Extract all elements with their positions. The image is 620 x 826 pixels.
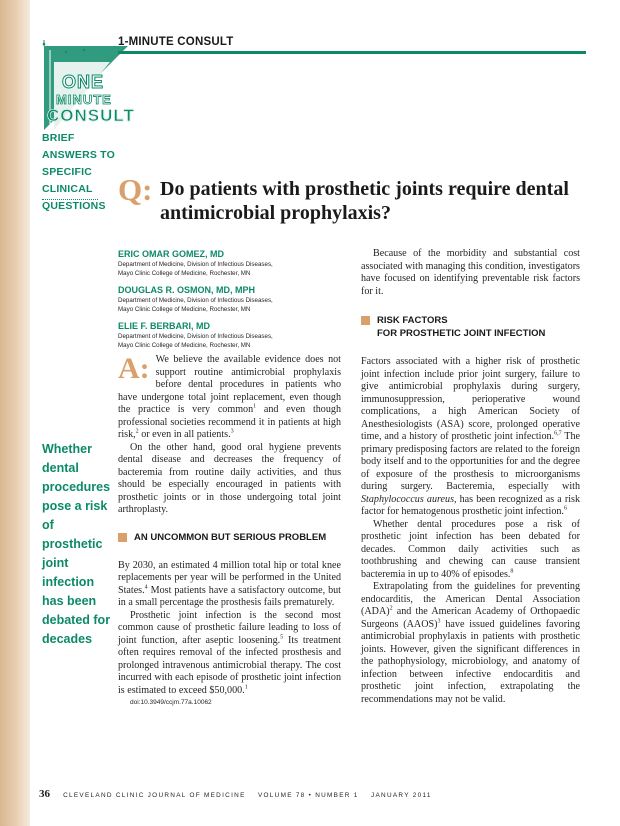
reference-marker: 6 bbox=[563, 505, 567, 512]
author-affiliation: Mayo Clinic College of Medicine, Rochester, MN bbox=[118, 342, 251, 349]
body-text: The primary predisposing factors are related to the foreign body itself and to the opportunities for and the degree of exposure of the prosthesis to microorganisms during surgery. Bacteremia, especially with bbox=[361, 431, 580, 492]
article-title: Do patients with prosthetic joints require dental antimicrobial prophylaxis? bbox=[160, 178, 569, 224]
reference-marker: 3 bbox=[230, 428, 234, 435]
journal-date: JANUARY 2011 bbox=[370, 792, 432, 799]
section-heading-text: FOR PROSTHETIC JOINT INFECTION bbox=[377, 328, 546, 339]
logo-word-minute: MINUTE bbox=[56, 92, 112, 107]
body-text: , has been recognized as a risk factor for hematogenous prosthetic joint infection. bbox=[361, 493, 580, 517]
brief-answers-tagline: BRIEF ANSWERS TO SPECIFIC CLINICAL QUESTIONS bbox=[42, 132, 115, 212]
heading-square-icon bbox=[118, 533, 127, 542]
reference-marker: 3 bbox=[437, 618, 441, 625]
author-name: ELIE F. BERBARI, MD bbox=[118, 321, 211, 331]
reference-marker: 1 bbox=[253, 403, 257, 410]
body-text: have issued guidelines favoring antimicrobial prophylaxis in patients with prosthetic joints. However, given the significant differences in the pathophysiology, microbiology, and anatomy of infection between infective endocarditis and prosthetic joint infection, extrapolating the recommendations may not be valid. bbox=[361, 618, 580, 705]
reference-marker: 2 bbox=[135, 428, 139, 435]
reference-marker: 8 bbox=[510, 568, 514, 575]
logo-word-one: ONE bbox=[62, 72, 105, 92]
author-affiliation: Department of Medicine, Division of Infectious Diseases, bbox=[118, 261, 273, 268]
body-text: and the American Academy of Orthopaedic Surgeons (AAOS) bbox=[361, 606, 580, 630]
body-paragraph bbox=[118, 560, 341, 610]
answer-paragraph bbox=[118, 354, 341, 442]
author-name: DOUGLAS R. OSMON, MD, MPH bbox=[118, 285, 255, 295]
page-footer bbox=[39, 788, 599, 800]
answer-mark-label: A: bbox=[118, 352, 150, 385]
body-paragraph: On the other hand, good oral hygiene prevents dental disease and decreases the frequency of bacteremia from routine daily activities, and thus should be especially encouraged in patients with prosthetic joints or in those undergoing total joint arthroplasty. bbox=[118, 441, 341, 515]
body-text: Whether dental procedures pose a risk of prosthetic joint infection has been debated for decades. Common daily activities such as toothbrushing and chewing can cause transient bacteremia in up to 40% of episodes. bbox=[361, 518, 580, 580]
answer-text: or even in all patients. bbox=[138, 429, 231, 440]
reference-marker: 1 bbox=[244, 684, 248, 691]
journal-volume: VOLUME 78 • NUMBER 1 bbox=[257, 792, 359, 799]
body-text: Prosthetic joint infection is the second most common cause of prosthetic failure leading to loss of joint function, after aseptic loosening. bbox=[118, 609, 341, 646]
author-name: ERIC OMAR GOMEZ, MD bbox=[118, 249, 224, 259]
left-column bbox=[118, 354, 341, 710]
tagline-rule bbox=[42, 199, 98, 200]
journal-name: CLEVELAND CLINIC JOURNAL OF MEDICINE bbox=[63, 792, 246, 799]
body-paragraph bbox=[361, 356, 580, 519]
reference-marker: 5 bbox=[280, 634, 284, 641]
body-paragraph: Because of the morbidity and substantial cost associated with managing this condition, investigators have focused on identifying preventable risk factors for it. bbox=[361, 248, 580, 297]
section-label: 1-MINUTE CONSULT bbox=[118, 36, 234, 48]
author-affiliation: Department of Medicine, Division of Infectious Diseases, bbox=[118, 297, 273, 304]
body-paragraph bbox=[361, 519, 580, 582]
decorative-side-band bbox=[0, 0, 30, 826]
body-text: By 2030, an estimated 4 million total hip or total knee replacements per year will be performed in the United States. bbox=[118, 559, 341, 596]
body-text: Extrapolating from the guidelines for preventing endocarditis, the American Dental Association (ADA) bbox=[361, 581, 580, 617]
section-heading bbox=[361, 314, 580, 340]
body-paragraph bbox=[361, 581, 580, 706]
body-text: Factors associated with a higher risk of prosthetic joint infection include prior joint surgery, failure to give antimicrobial prophylaxis during surgery, immunosuppression, perioperative wound complications, a high American Society of Anesthesiologists (ASA) score, prolonged operative time, and a history of prosthetic joint infection. bbox=[361, 356, 580, 442]
section-heading-text: RISK FACTORS bbox=[377, 315, 448, 326]
answer-text: and even though professional societies recommend it in patients at high risk, bbox=[118, 404, 341, 440]
author-affiliation: Mayo Clinic College of Medicine, Rochester, MN bbox=[118, 306, 251, 313]
question-mark-label: Q: bbox=[118, 172, 153, 207]
body-text: Its treatment often requires removal of the infected prosthesis and prolonged intravenous antimicrobial therapy. The cost incurred with each episode of prosthetic joint infection is estimated to exceed $50,000. bbox=[118, 634, 341, 696]
header-rule bbox=[118, 51, 586, 54]
section-heading-text: AN UNCOMMON BUT SERIOUS PROBLEM bbox=[134, 531, 327, 543]
answer-text: We believe the available evidence does not support routine antimicrobial prophylaxis before dental procedures in patients who have undergone total joint replacement, even though the practice is very common bbox=[118, 354, 341, 415]
organism-name: Staphylococcus aureus bbox=[361, 493, 454, 505]
body-paragraph bbox=[118, 610, 341, 698]
doi-link[interactable]: doi:10.3949/ccjm.77a.10062 bbox=[130, 699, 212, 706]
right-column bbox=[361, 248, 580, 706]
author-list bbox=[118, 249, 348, 350]
reference-marker: 2 bbox=[389, 605, 393, 612]
author-affiliation: Mayo Clinic College of Medicine, Rochester, MN bbox=[118, 270, 251, 277]
author-affiliation: Department of Medicine, Division of Infectious Diseases, bbox=[118, 333, 273, 340]
reference-marker: 6,7 bbox=[554, 430, 562, 437]
section-heading bbox=[118, 531, 341, 544]
logo-word-consult: CONSULT bbox=[47, 106, 135, 125]
body-text: Most patients have a satisfactory outcome, but in a small percentage the prosthesis fails prematurely. bbox=[118, 584, 341, 608]
pull-quote: Whether dental procedures pose a risk of prosthetic joint infection has been debated for decades bbox=[42, 442, 111, 646]
heading-square-icon bbox=[361, 316, 370, 325]
page-number: 36 bbox=[39, 788, 50, 800]
reference-marker: 4 bbox=[144, 584, 148, 591]
